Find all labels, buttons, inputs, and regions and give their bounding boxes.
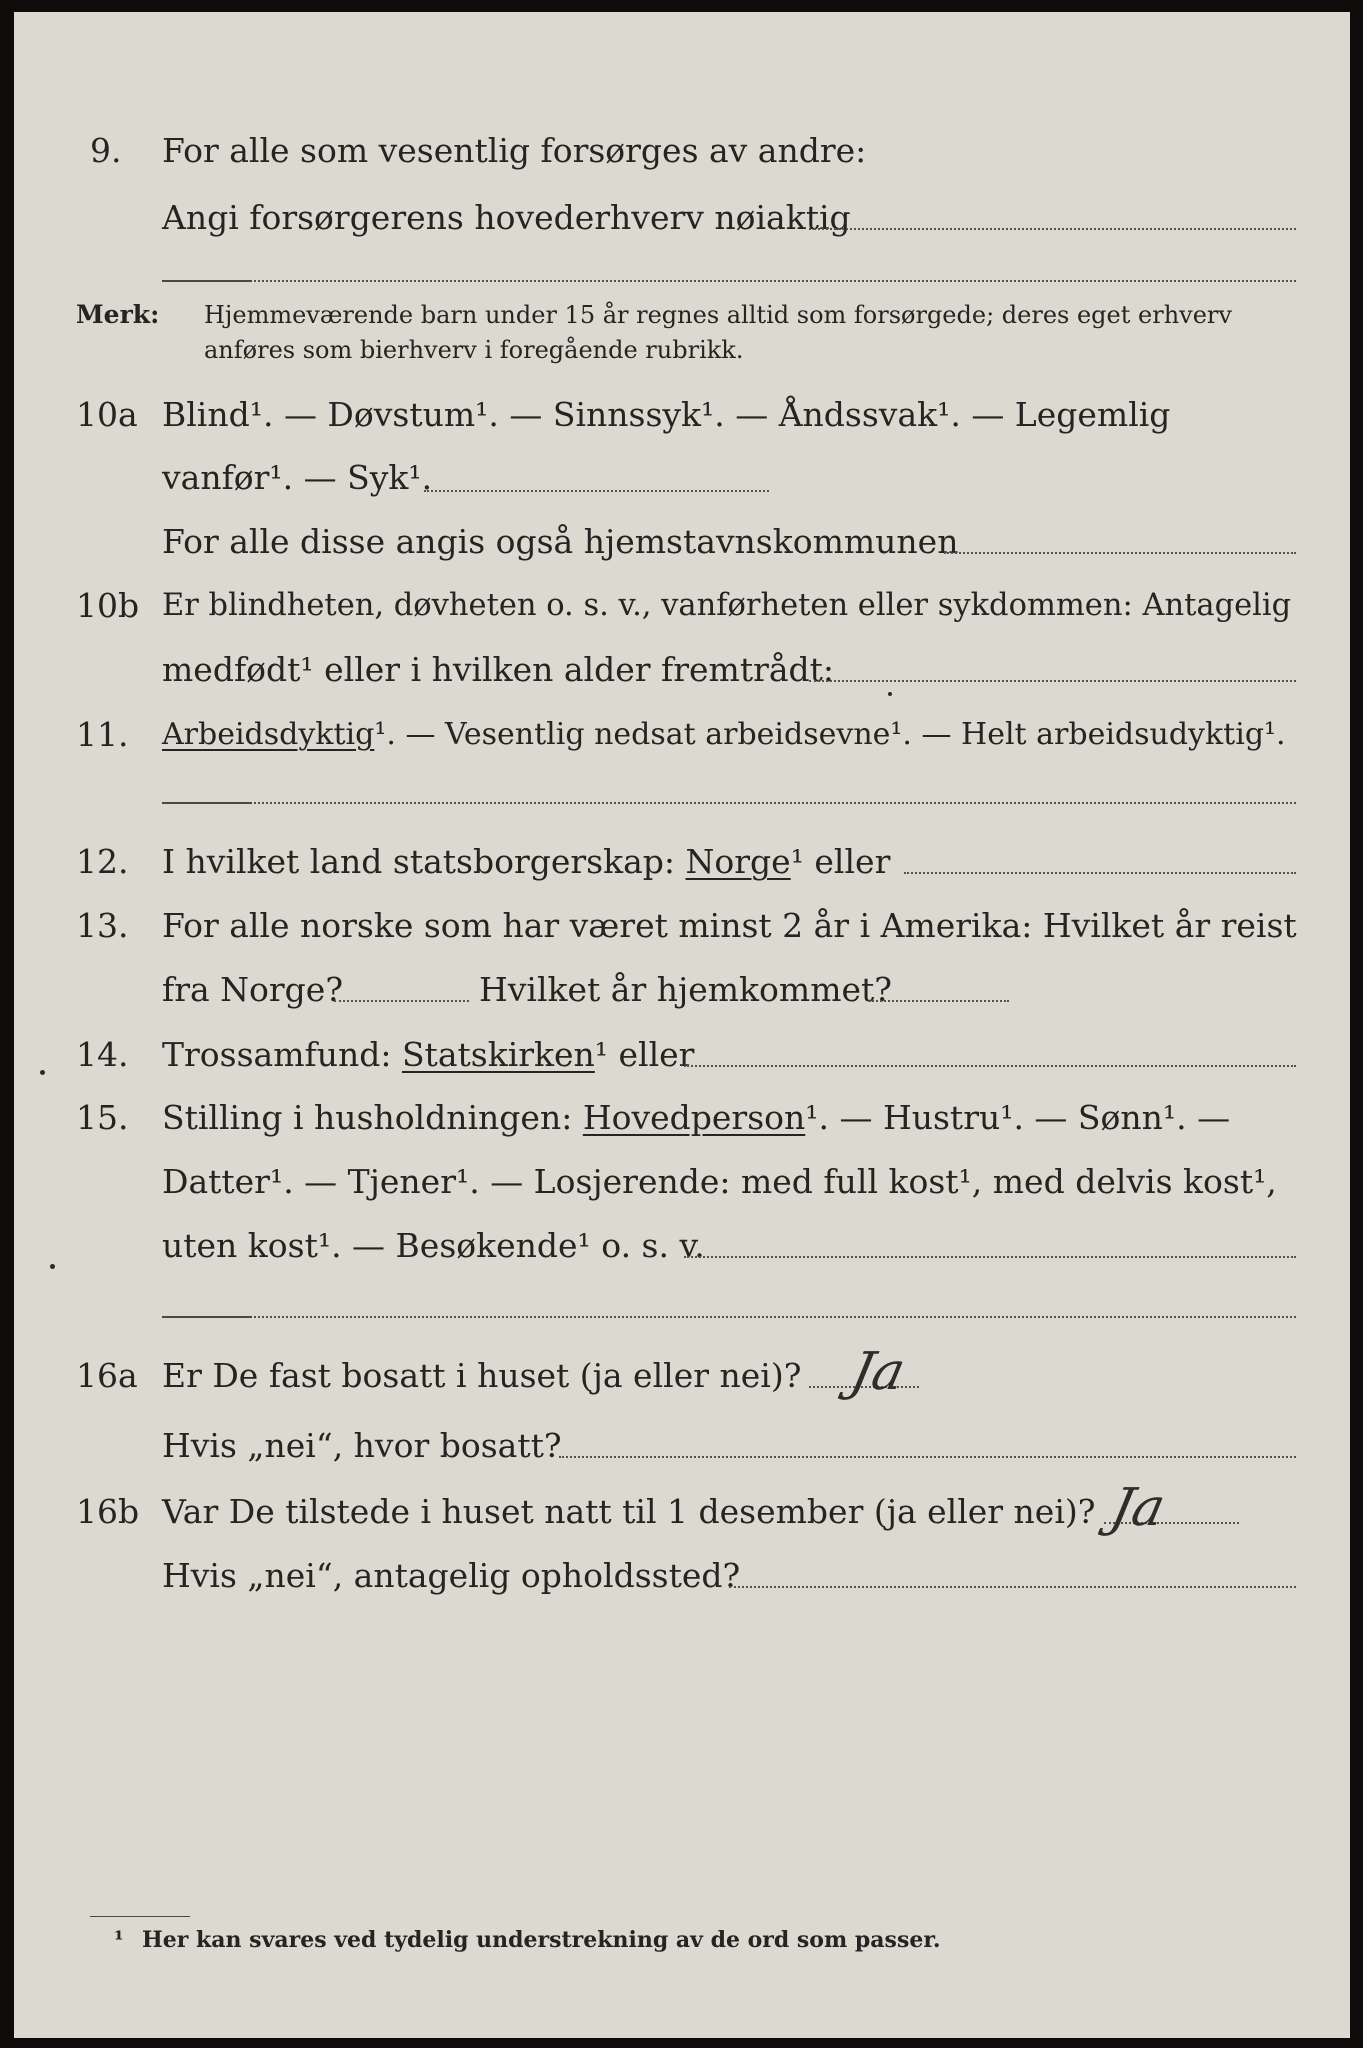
- q16b-opholdssted-line: [729, 1586, 1296, 1588]
- q15-prefix: Stilling i husholdningen:: [162, 1098, 583, 1137]
- q14-suffix: ¹ eller: [594, 1035, 695, 1074]
- census-form-page: [14, 12, 1350, 2038]
- footnote-rule: [90, 1916, 190, 1917]
- q12-prefix: I hvilket land statsborgerskap:: [162, 842, 686, 881]
- paper-speck: [50, 1264, 55, 1269]
- q10a-line1: Blind¹. — Døvstum¹. — Sinnssyk¹. — Åndssvak¹. — Legemlig: [162, 395, 1171, 434]
- q12-number: 12.: [76, 842, 129, 881]
- merk-line2: anføres som bierhverv i foregående rubrikk.: [204, 336, 744, 364]
- q10b-line2: medfødt¹ eller i hvilken alder fremtrådt:: [162, 650, 835, 689]
- merk-label: Merk:: [76, 300, 160, 329]
- q12-suffix: ¹ eller: [790, 842, 891, 881]
- q15-line2: Datter¹. — Tjener¹. — Losjerende: med full kost¹, med delvis kost¹,: [162, 1162, 1277, 1201]
- q14-underlined-option: Statskirken: [401, 1035, 595, 1074]
- q16b-line2: Hvis „nei“, antagelig opholdssted?: [162, 1556, 741, 1595]
- q11-line: [162, 715, 1286, 755]
- footnote-marker: ¹: [114, 1927, 124, 1953]
- q11-number: 11.: [76, 715, 129, 754]
- q15-line3: uten kost¹. — Besøkende¹ o. s. v.: [162, 1226, 705, 1265]
- q13-line2a: fra Norge?: [162, 970, 344, 1009]
- q15-rule: [162, 1316, 252, 1318]
- q13-line1: For alle norske som har været minst 2 år i Amerika: Hvilket år reist: [162, 906, 1297, 945]
- q13-hjemkommet-line: [869, 1000, 1009, 1002]
- q11-answer-line: [162, 802, 1296, 804]
- q10a-kommune-line: [944, 552, 1296, 554]
- q13-number: 13.: [76, 906, 129, 945]
- q10b-number: 10b: [76, 586, 140, 625]
- q14-line: [162, 1035, 694, 1075]
- q12-underlined-option: Norge: [685, 842, 791, 881]
- q16b-number: 16b: [76, 1492, 140, 1531]
- paper-speck: [40, 1070, 45, 1075]
- q16b-handwritten-answer: Ja: [1105, 1478, 1171, 1538]
- q9-rule: [162, 280, 252, 282]
- q16a-bosatt-line: [559, 1456, 1296, 1458]
- q16a-line1: Er De fast bosatt i huset (ja eller nei)?: [162, 1356, 802, 1395]
- q10a-line2: vanfør¹. — Syk¹.: [162, 458, 433, 497]
- q10a-number: 10a: [76, 395, 138, 434]
- q12-answer-line: [904, 872, 1296, 874]
- q9-answer-line-2: [162, 280, 1296, 282]
- q14-number: 14.: [76, 1035, 129, 1074]
- q15-suffix: ¹. — Hustru¹. — Sønn¹. —: [805, 1098, 1231, 1137]
- q15-number: 15.: [76, 1098, 129, 1137]
- q16a-number: 16a: [76, 1356, 138, 1395]
- paper-speck: [888, 692, 892, 696]
- q9-line2: Angi forsørgerens hovederhverv nøiaktig: [162, 198, 851, 237]
- merk-line1: Hjemmeværende barn under 15 år regnes alltid som forsørgede; deres eget erhverv: [204, 301, 1232, 329]
- q11-rule: [162, 802, 252, 804]
- q13-reist-line: [334, 1000, 469, 1002]
- q16a-handwritten-answer: Ja: [845, 1342, 911, 1402]
- footnote-text: Her kan svares ved tydelig understrekning av de ord som passer.: [142, 1927, 941, 1953]
- q14-prefix: Trossamfund:: [162, 1035, 402, 1074]
- q10a-answer-line: [424, 490, 769, 492]
- q13-line2b: Hvilket år hjemkommet?: [479, 970, 892, 1009]
- q15-answer-line-2: [162, 1316, 1296, 1318]
- q11-rest: ¹. — Vesentlig nedsat arbeidsevne¹. — Helt arbeidsudyktig¹.: [374, 717, 1286, 752]
- q9-answer-line: [809, 228, 1296, 230]
- q16a-line2: Hvis „nei“, hvor bosatt?: [162, 1426, 562, 1465]
- q10b-answer-line: [809, 680, 1296, 682]
- q15-underlined-option: Hovedperson: [582, 1098, 806, 1137]
- q9-line1: For alle som vesentlig forsørges av andre:: [162, 131, 867, 170]
- q9-number: 9.: [90, 131, 122, 170]
- q15-line1: [162, 1098, 1230, 1138]
- q10b-line1: Er blindheten, døvheten o. s. v., vanførheten eller sykdommen: Antagelig: [162, 588, 1292, 623]
- q11-underlined-option: Arbeidsdyktig: [162, 717, 375, 752]
- q16b-line1: Var De tilstede i huset natt til 1 desember (ja eller nei)?: [162, 1492, 1096, 1531]
- q12-line: [162, 842, 890, 882]
- q14-answer-line: [684, 1065, 1296, 1067]
- q10a-line3: For alle disse angis også hjemstavnskommunen: [162, 522, 959, 561]
- q15-answer-line: [684, 1256, 1296, 1258]
